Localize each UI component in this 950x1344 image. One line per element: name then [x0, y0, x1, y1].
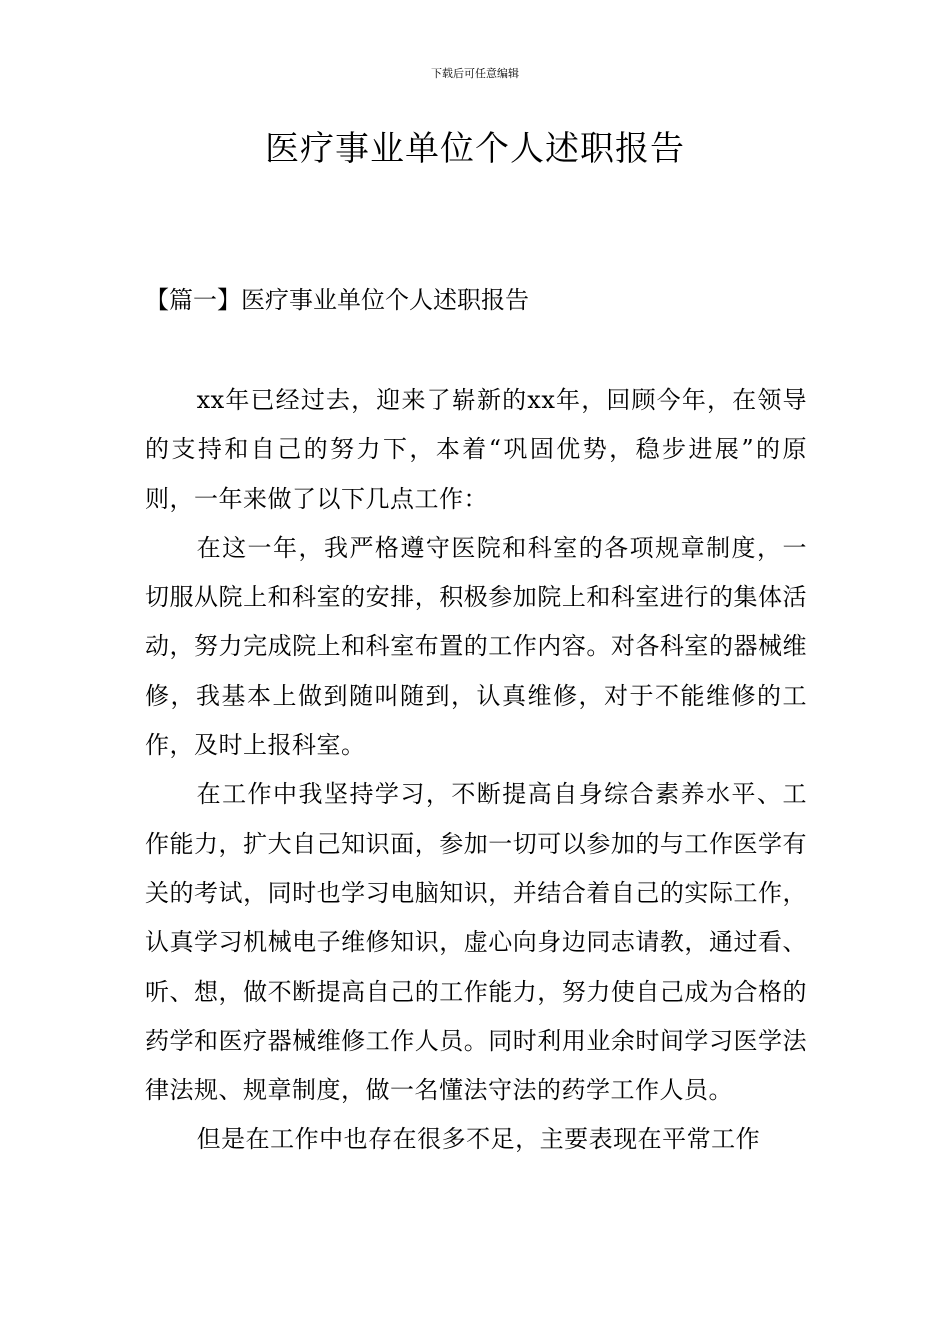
paragraph: 在工作中我坚持学习，不断提高自身综合素养水平、工作能力，扩大自己知识面，参加一切可以参加的与工作医学有关的考试，同时也学习电脑知识，并结合着自己的实际工作，认真学习机械电子维修知识，虚心向身边同志请教，通过看、听、想，做不断提高自己的工作能力，努力使自己成为合格的药学和医疗器械维修工作人员。同时利用业余时间学习医学法律法规、规章制度，做一名懂法守法的药学工作人员。: [145, 780, 807, 1105]
paragraph: 在这一年，我严格遵守医院和科室的各项规章制度，一切服从院上和科室的安排，积极参加院上和科室进行的集体活动，努力完成院上和科室布置的工作内容。对各科室的器械维修，我基本上做到随叫随到，认真维修，对于不能维修的工作，及时上报科室。: [145, 533, 807, 760]
section-heading: 【篇一】医疗事业单位个人述职报告: [145, 286, 529, 314]
paragraph: xx年已经过去，迎来了崭新的xx年，回顾今年，在领导的支持和自己的努力下，本着“巩固优势，稳步进展”的原则，一年来做了以下几点工作：: [145, 386, 807, 513]
header-note: 下载后可任意编辑: [431, 67, 519, 80]
paragraph: 但是在工作中也存在很多不足，主要表现在平常工作: [196, 1125, 761, 1154]
document-title: 医疗事业单位个人述职报告: [265, 129, 685, 169]
document-body: [145, 376, 807, 1165]
